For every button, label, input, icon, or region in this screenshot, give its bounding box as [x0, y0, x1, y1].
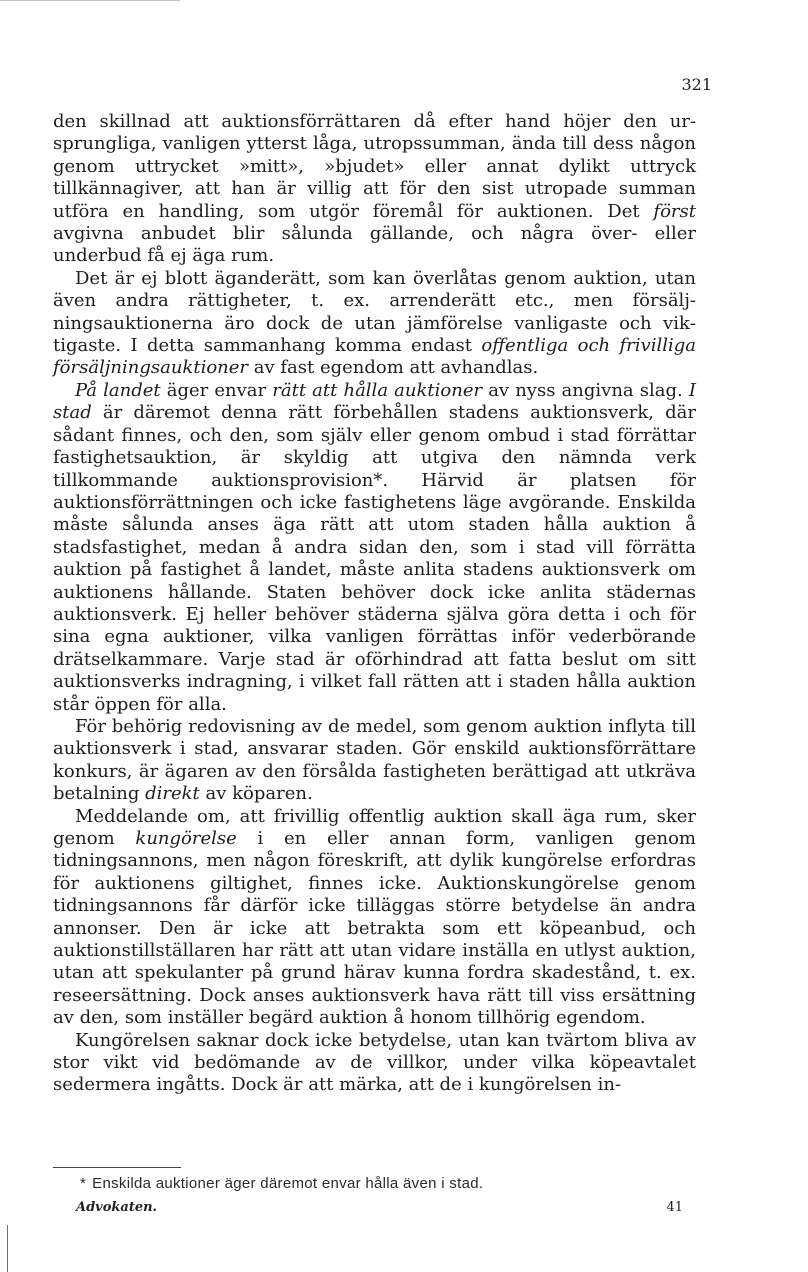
text-run: i en eller annan form, vanligen genom tidningsannons, men någon föreskrift, att dylik kungörelse erfordras för auktionens giltighet, finnes icke. Auktionskungörelse genom tidningsannons får därför icke tilläggas större betydelse än andra annonser. Den är icke att betrakta som ett köpeanbud, och auktionstillställaren har rätt att utan vidare inställa en utlyst auktion, utan att spekulanter på grund härav kunna fordra skadestånd, t. ex. reseersättning. Dock anses auktionsverk hava rätt till viss ersättning av den, som inställer begärd auktion å honom tillhörig egendom.	[53, 828, 696, 1029]
text-run: Det är ej blott äganderätt, som kan överlåtas genom auktion, utan även andra rättigheter, t. ex. arrenderätt etc., men försäljningsauktionerna äro dock de utan jämförelse vanligaste och viktigaste. I detta sammanhang komma endast	[53, 267, 696, 357]
text-run: är däremot denna rätt förbehållen stadens auktionsverk, där sådant finnes, och den, som själv eller genom ombud i stad förrättar fastighetsauktion, är skyldig att utgiva den nämnda verk tillkommande auktionsprovision*. Härvid är platsen för auktionsförrättningen och icke fastighetens läge avgörande. Enskilda måste sålunda anses äga rätt att utom staden hålla auktion å stadsfastighet, medan å andra sidan den, som i stad vill förrätta auktion på fastighet å landet, måste anlita stadens auktionsverk om auktionens hållande. Staten behöver dock icke anlita städernas auktionsverk. Ej heller behöver städerna själva göra detta i och för sina egna auktioner, vilka vanligen förrättas inför vederbörande drätselkammare. Varje stad är oförhindrad att fatta beslut om sitt auktionsverks indragning, i vilket fall rätten att i staden hålla auktion står öppen för alla.	[53, 402, 696, 715]
text-run: Kungörelsen saknar dock icke betydelse, utan kan tvärtom bliva av stor vikt vid bedömande av de villkor, under vilka köpeavtalet sedermera ingåtts. Dock är att märka, att de i kungörelsen in-	[53, 1029, 696, 1096]
paragraph	[53, 268, 696, 380]
text-run: den skillnad att auktionsförrättaren då efter hand höjer den ursprungliga, vanligen ytterst låga, utropssumman, ända till dess någon genom uttrycket »mitt», »bjudet» eller annat dylikt uttryck tillkännagiver, att han är villig att för den sist utropade summan utföra en handling, som utgör föremål för auktionen. Det	[53, 111, 696, 222]
paragraph	[53, 380, 696, 716]
italic-run: rätt att hålla auktioner	[272, 379, 483, 401]
paragraph	[53, 1030, 696, 1097]
italic-run: offentliga och frivilliga försäljningsauktioner	[53, 335, 696, 379]
paragraph	[53, 806, 696, 1030]
italic-run: först	[653, 200, 696, 222]
italic-run: På landet	[75, 379, 161, 401]
scan-edge-left	[7, 1225, 8, 1272]
text-run: avgivna anbudet blir sålunda gällande, och några över- eller underbud få ej äga rum.	[53, 223, 696, 267]
text-run: äger envar	[160, 379, 273, 401]
italic-run: direkt	[145, 783, 200, 805]
text-run: av köparen.	[199, 783, 313, 805]
italic-run: kungörelse	[135, 828, 237, 849]
paragraph	[53, 111, 696, 268]
page-number: 321	[681, 75, 712, 94]
italic-run: I stad	[53, 379, 696, 424]
paragraph	[53, 716, 696, 806]
text-run: av nyss angivna slag.	[482, 379, 689, 401]
footnote-text: Enskilda auktioner äger däremot envar hålla även i stad.	[92, 1175, 484, 1192]
text-run: För behörig redovisning av de medel, som genom auktion inflyta till auktionsverk i stad, ansvarar staden. Gör enskild auktionsförrättare konkurs, är ägaren av den försålda fastigheten berättigad att utkräva betalning	[53, 715, 696, 805]
footnote-rule	[53, 1167, 181, 1168]
footnote-mark: *	[80, 1175, 87, 1192]
footnote	[80, 1174, 640, 1194]
main-text	[53, 111, 696, 1097]
sheet-number: 41	[666, 1200, 683, 1215]
signature-mark: Advokaten.	[76, 1200, 158, 1215]
text-run: av fast egendom att avhandlas.	[248, 357, 539, 379]
scan-edge-top	[0, 0, 180, 1]
text-run: Meddelande om, att frivillig offentlig auktion skall äga rum, sker genom	[53, 805, 696, 849]
